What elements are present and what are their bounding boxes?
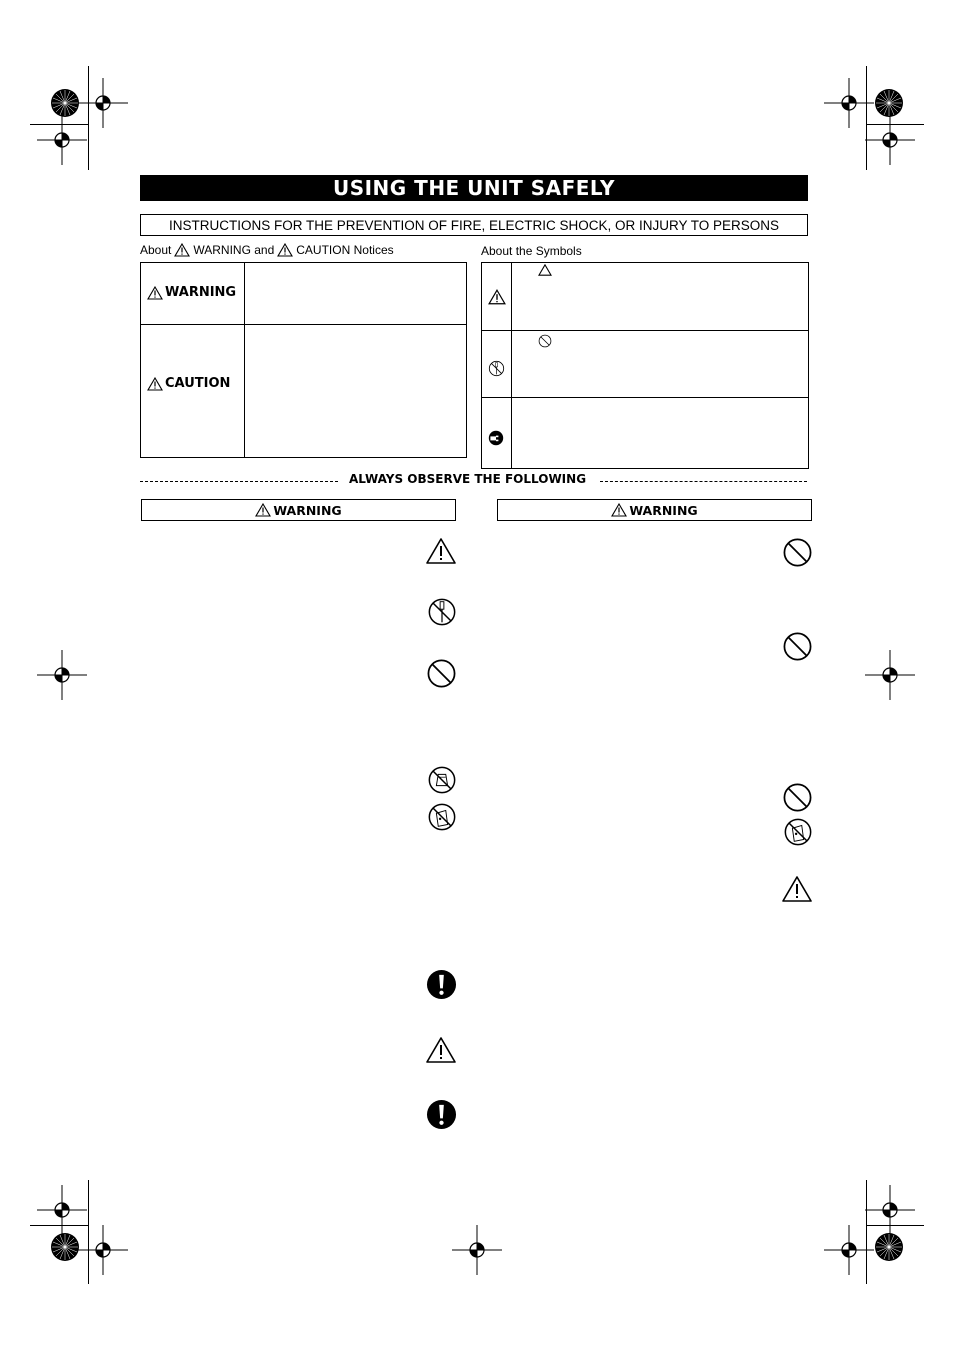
no-wet-hands-icon	[427, 765, 457, 795]
notices-table	[140, 262, 467, 458]
page-subtitle: INSTRUCTIONS FOR THE PREVENTION OF FIRE, ELECTRIC SHOCK, OR INJURY TO PERSONS	[140, 214, 808, 236]
no-disassemble-icon	[427, 597, 457, 627]
caution-notices-text: CAUTION Notices	[296, 243, 394, 257]
divider-right	[600, 481, 807, 482]
no-water-icon	[427, 802, 457, 832]
warning-triangle-icon	[488, 289, 506, 305]
color-target-icon	[874, 1232, 904, 1262]
mandatory-action-icon	[426, 969, 457, 1000]
left-column-warning-header	[141, 499, 456, 521]
unplug-icon	[488, 430, 504, 446]
divider-left	[140, 481, 338, 482]
triangle-outline-icon	[538, 264, 552, 276]
prohibited-icon	[426, 658, 457, 689]
warning-triangle-icon	[147, 286, 163, 300]
warning-signal-word	[147, 285, 236, 300]
left-warning-label: WARNING	[273, 502, 342, 518]
no-water-icon	[783, 817, 813, 847]
page-title: USING THE UNIT SAFELY	[140, 175, 808, 201]
warning-triangle-icon	[611, 503, 627, 517]
warning-triangle-icon	[255, 503, 271, 517]
symbols-table	[481, 262, 809, 469]
no-disassemble-icon	[488, 360, 505, 377]
warning-triangle-icon	[174, 243, 190, 257]
about-notices-label	[140, 243, 394, 257]
prohibited-icon	[782, 537, 813, 568]
registration-mark-icon	[865, 115, 915, 165]
warning-label: WARNING	[165, 285, 237, 300]
mandatory-action-icon	[426, 1099, 457, 1130]
caution-triangle-icon	[425, 1036, 457, 1064]
registration-mark-icon	[37, 115, 87, 165]
prohibited-icon	[782, 782, 813, 813]
color-target-icon	[50, 88, 80, 118]
color-target-icon	[874, 88, 904, 118]
always-observe-heading: ALWAYS OBSERVE THE FOLLOWING	[348, 472, 587, 486]
caution-triangle-icon	[781, 875, 813, 903]
color-target-icon	[50, 1232, 80, 1262]
prohibited-icon	[782, 631, 813, 662]
right-warning-label: WARNING	[629, 502, 698, 518]
registration-mark-icon	[78, 1225, 128, 1275]
registration-mark-icon	[865, 650, 915, 700]
warning-and-text: WARNING and	[193, 243, 275, 257]
prohibited-circle-icon	[538, 334, 552, 348]
right-column-warning-header	[497, 499, 812, 521]
about-symbols-label: About the Symbols	[481, 244, 582, 258]
warning-triangle-icon	[277, 243, 293, 257]
about-text: About	[140, 243, 172, 257]
caution-label: CAUTION	[165, 376, 231, 391]
caution-signal-word	[147, 376, 230, 391]
warning-triangle-icon	[147, 377, 163, 391]
registration-mark-icon	[452, 1225, 502, 1275]
registration-mark-icon	[37, 650, 87, 700]
caution-triangle-icon	[425, 537, 457, 565]
